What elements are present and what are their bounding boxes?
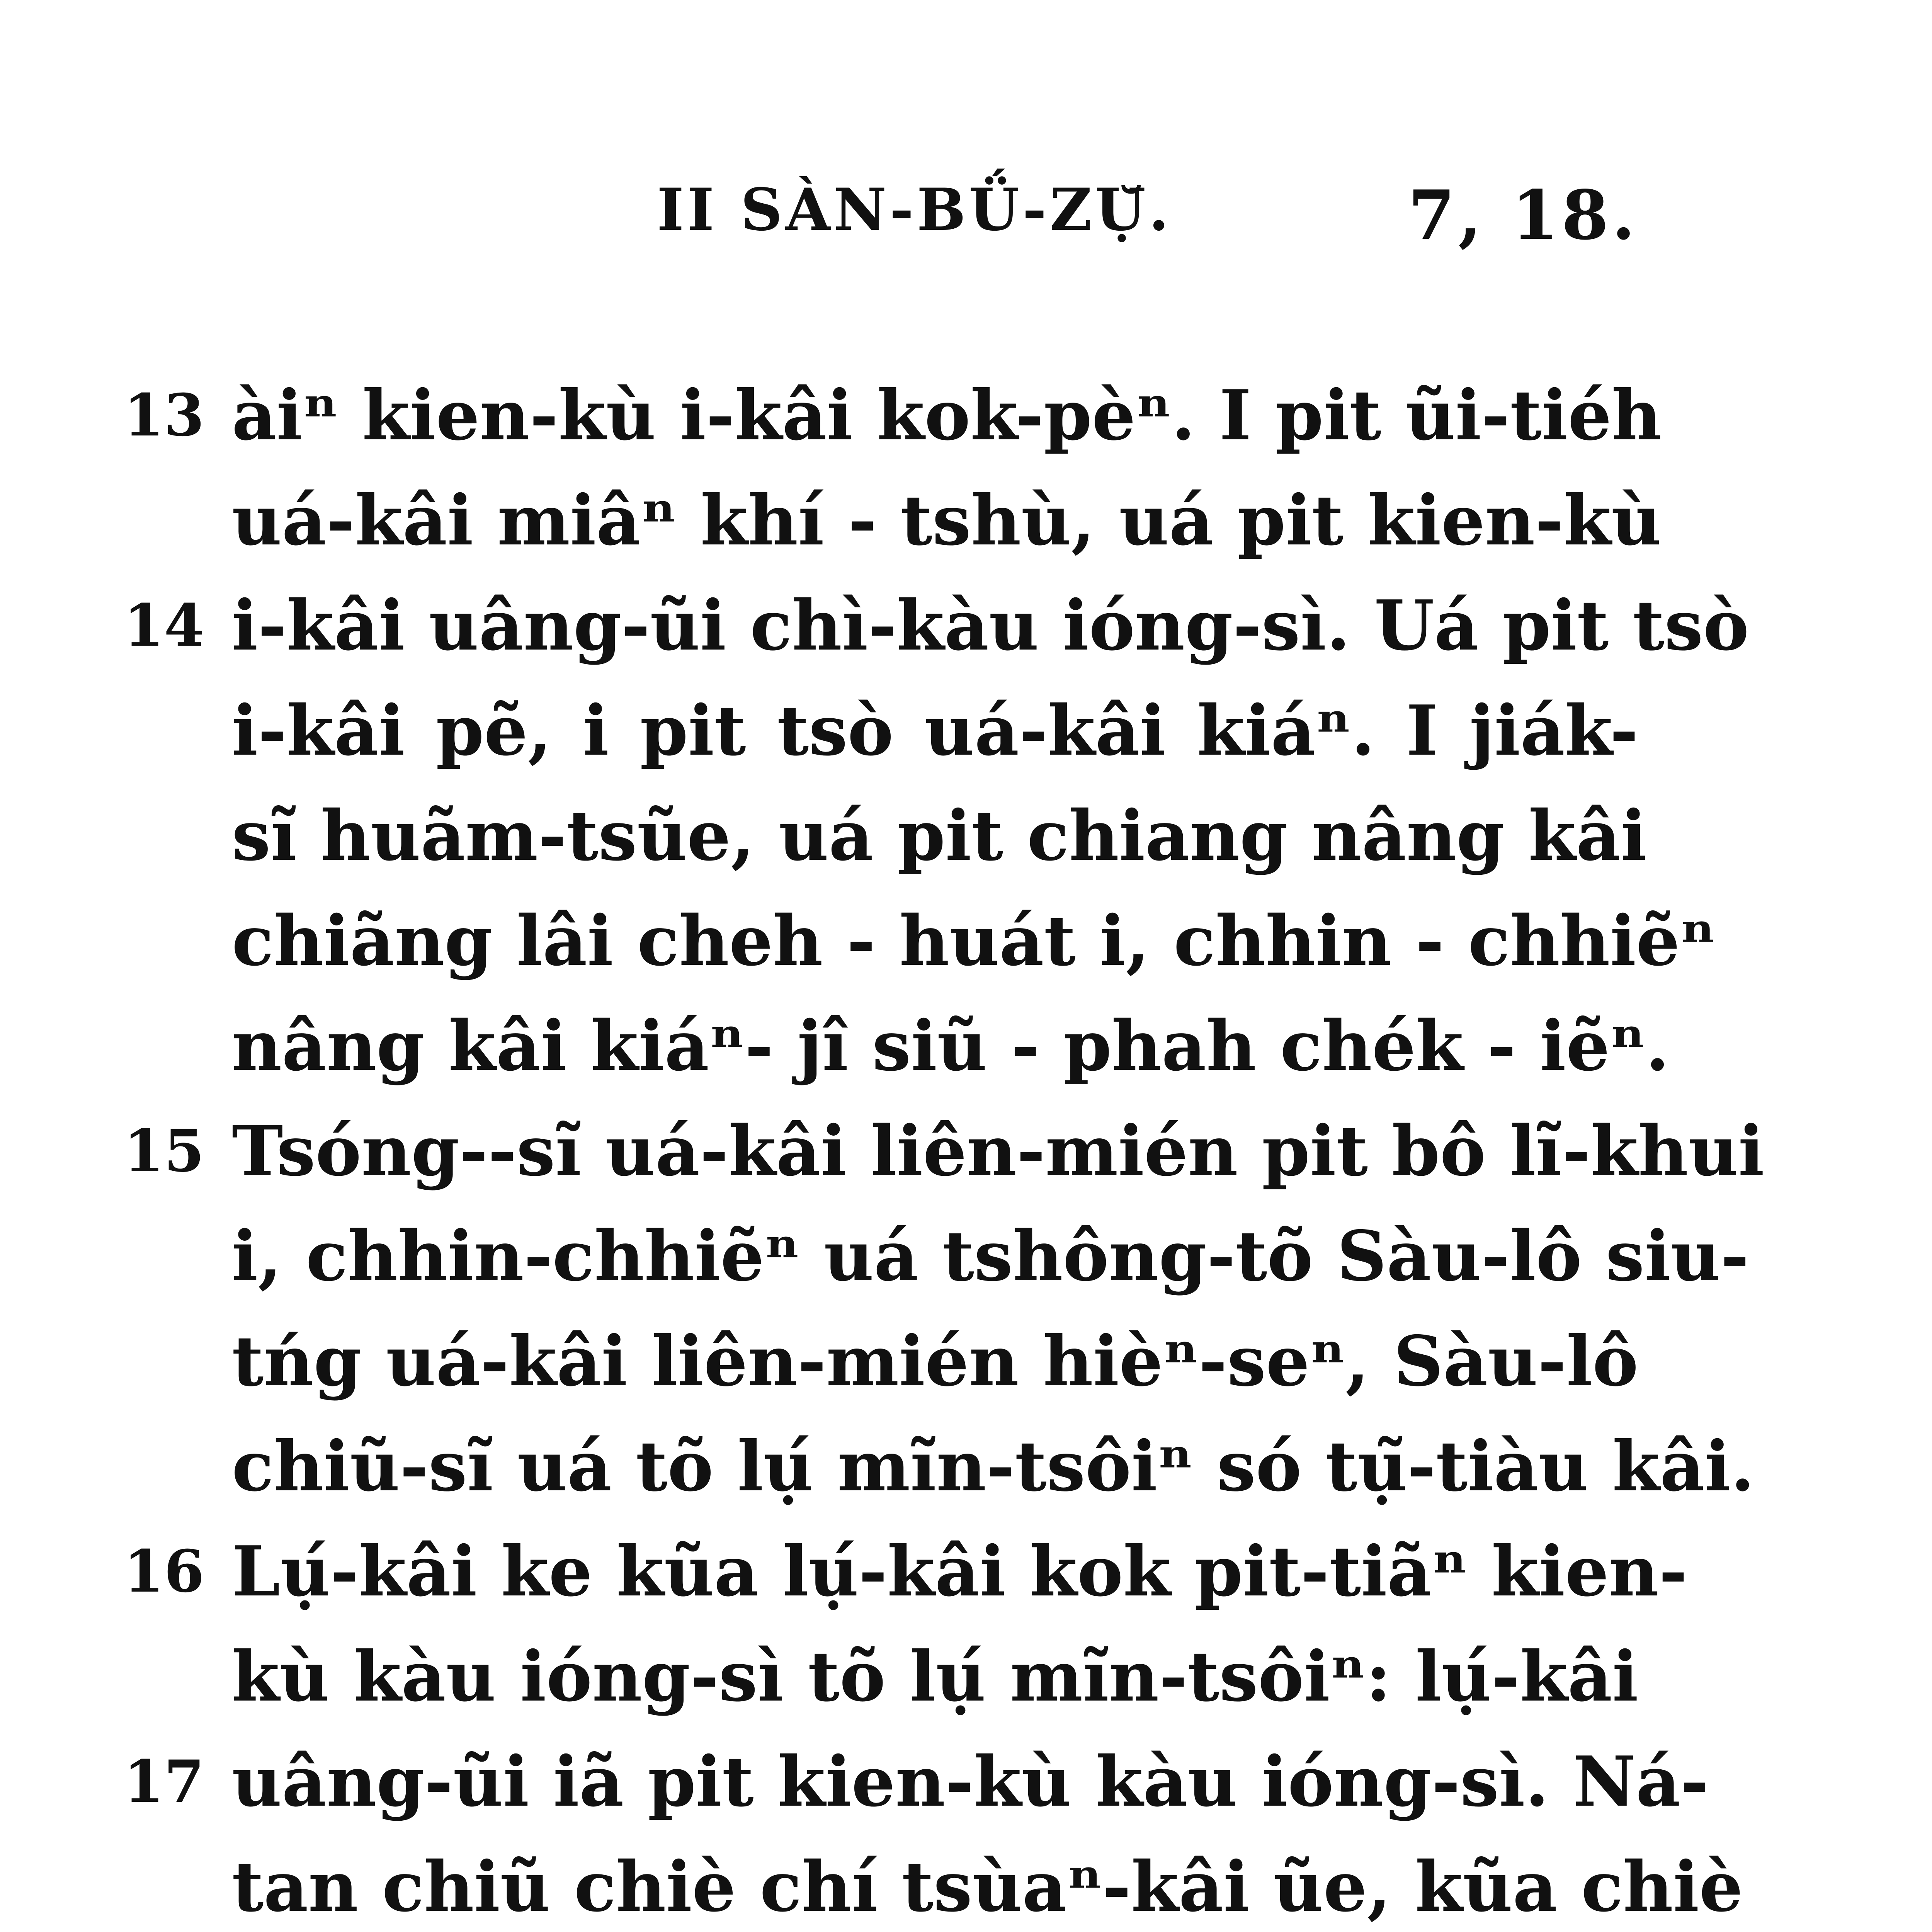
text-line: i-kâi uâng-ũi chì-kàu ióng-sì. Uá pit tsò [232,585,1749,666]
text-line: chiũ-sĩ uá tõ lụ́ mĩn-tsôiⁿ só tụ̃-tiàu kâi. [232,1426,1755,1507]
verse-number: 14 [124,592,204,660]
text-line: Tsóng--sĩ uá-kâi liên-mién pit bô lĩ-khui [232,1111,1765,1191]
text-line: kù kàu ióng-sì tõ lụ́ mĩn-tsôiⁿ: lụ́-kâi [232,1636,1638,1717]
text-line: uá-kâi miâⁿ khí - tshù, uá pit kien-kù [232,480,1662,561]
book-title: II SÀN-BǗ-ZỤ̆. [657,176,1172,244]
text-line: àiⁿ kien-kù i-kâi kok-pèⁿ. I pit ũi-tiéh [232,375,1662,456]
text-line: sĩ huãm-tsũe, uá pit chiang nâng kâi [232,795,1647,876]
chapter-verse-reference: 7, 18. [1408,176,1638,255]
text-line: i-kâi pẽ, i pit tsò uá-kâi kiáⁿ. I jiák- [232,690,1638,771]
verse-number: 16 [124,1537,204,1605]
verse-number: 15 [124,1117,204,1185]
text-line: Lụ́-kâi ke kũa lụ́-kâi kok pit-tiãⁿ kien- [232,1531,1688,1612]
text-line: chiãng lâi cheh - huát i, chhin - chhiẽⁿ [232,900,1716,981]
running-header [657,176,1638,261]
text-line: uâng-ũi iã pit kien-kù kàu ióng-sì. Ná- [232,1741,1709,1822]
verse-number: 13 [124,381,204,449]
text-line: nâng kâi kiáⁿ- jî siũ - phah chék - iẽⁿ. [232,1005,1670,1086]
text-line: tan chiũ chiè chí tsùaⁿ-kâi ũe, kũa chiè [232,1846,1743,1927]
text-line: i, chhin-chhiẽⁿ uá tshông-tõ Sàu-lô siu- [232,1216,1749,1296]
text-line: tńg uá-kâi liên-mién hièⁿ-seⁿ, Sàu-lô [232,1321,1638,1401]
verse-number: 17 [124,1748,204,1816]
